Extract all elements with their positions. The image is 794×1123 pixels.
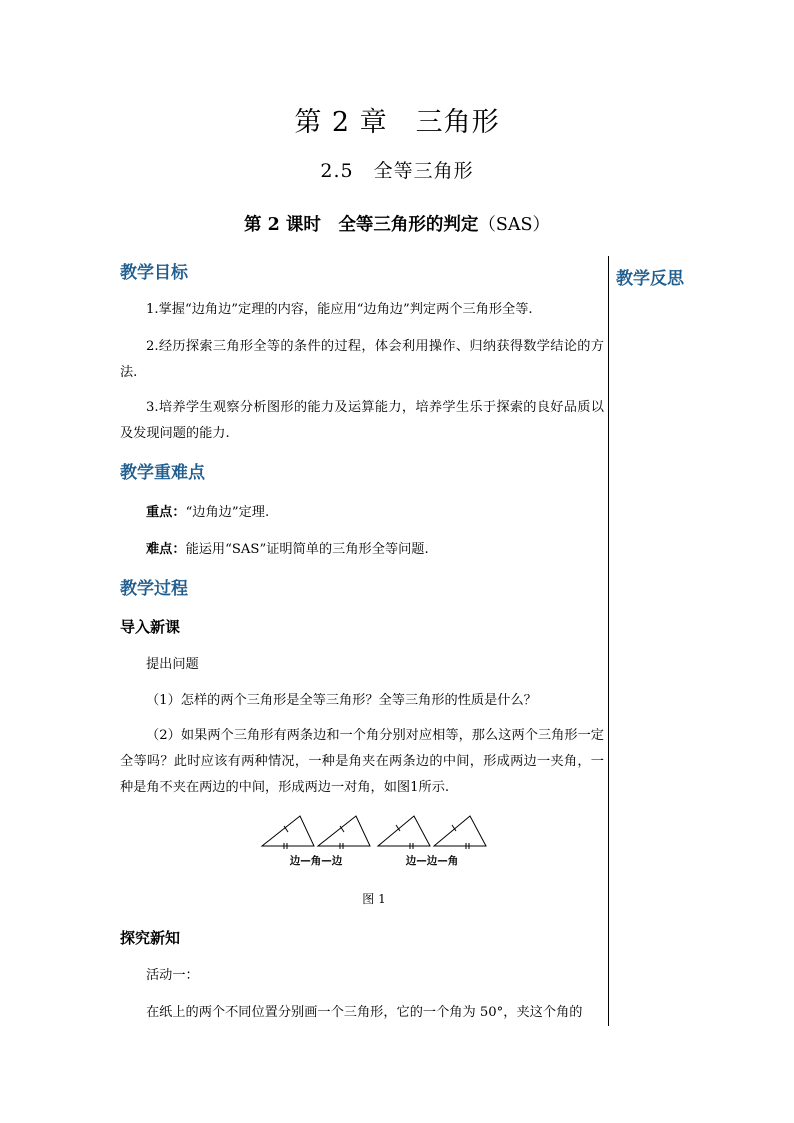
goal-item-1: 1.掌握“边角边”定理的内容，能应用“边角边”判定两个三角形全等. — [146, 302, 533, 317]
focus-label: 重点： — [146, 505, 186, 520]
figure-label-sas: 边—角—边 — [289, 855, 343, 867]
key-points-heading: 教学重难点 — [120, 463, 205, 483]
goal-item-2: 2.经历探索三角形全等的条件的过程，体会利用操作、归纳获得数学结论的方法. — [120, 339, 604, 380]
focus-point — [146, 501, 269, 520]
lesson-title-main: 第 2 课时 全等三角形的判定 — [244, 215, 479, 235]
difficulty-text: 能运用“SAS”证明简单的三角形全等问题. — [185, 542, 429, 557]
goals-heading: 教学目标 — [120, 263, 188, 283]
question-1: （1）怎样的两个三角形是全等三角形？全等三角形的性质是什么？ — [146, 693, 537, 708]
difficulty-label: 难点： — [146, 542, 186, 557]
section-title: 2.5 全等三角形 — [320, 160, 474, 182]
column-divider — [608, 256, 609, 1026]
figure-label-ssa: 边—边—角 — [405, 855, 459, 867]
activity-label: 活动一： — [146, 968, 199, 983]
focus-text: “边角边”定理. — [185, 505, 270, 520]
lesson-title-sub: （SAS） — [478, 215, 550, 235]
reflection-heading: 教学反思 — [616, 269, 684, 289]
raise-question: 提出问题 — [146, 657, 199, 672]
difficulty-point — [146, 538, 429, 557]
question-2: （2）如果两个三角形有两条边和一个角分别对应相等，那么这两个三角形一定全等吗？此时应该有两种情况，一种是角夹在两条边的中间，形成两边一夹角，一种是角不夹在两边的中间，形成两边一对角，如图1所示. — [120, 728, 604, 795]
intro-heading: 导入新课 — [120, 618, 181, 636]
explore-heading: 探究新知 — [120, 929, 181, 947]
figure-caption: 图 1 — [362, 892, 386, 906]
process-heading: 教学过程 — [120, 579, 188, 599]
chapter-title: 第 2 章 三角形 — [294, 107, 500, 138]
goal-item-3: 3.培养学生观察分析图形的能力及运算能力，培养学生乐于探索的良好品质以及发现问题的能力. — [120, 400, 604, 441]
activity-text: 在纸上的两个不同位置分别画一个三角形，它的一个角为 50°，夹这个角的 — [146, 1005, 583, 1020]
triangle-figure — [258, 812, 490, 868]
lesson-title — [0, 211, 794, 236]
